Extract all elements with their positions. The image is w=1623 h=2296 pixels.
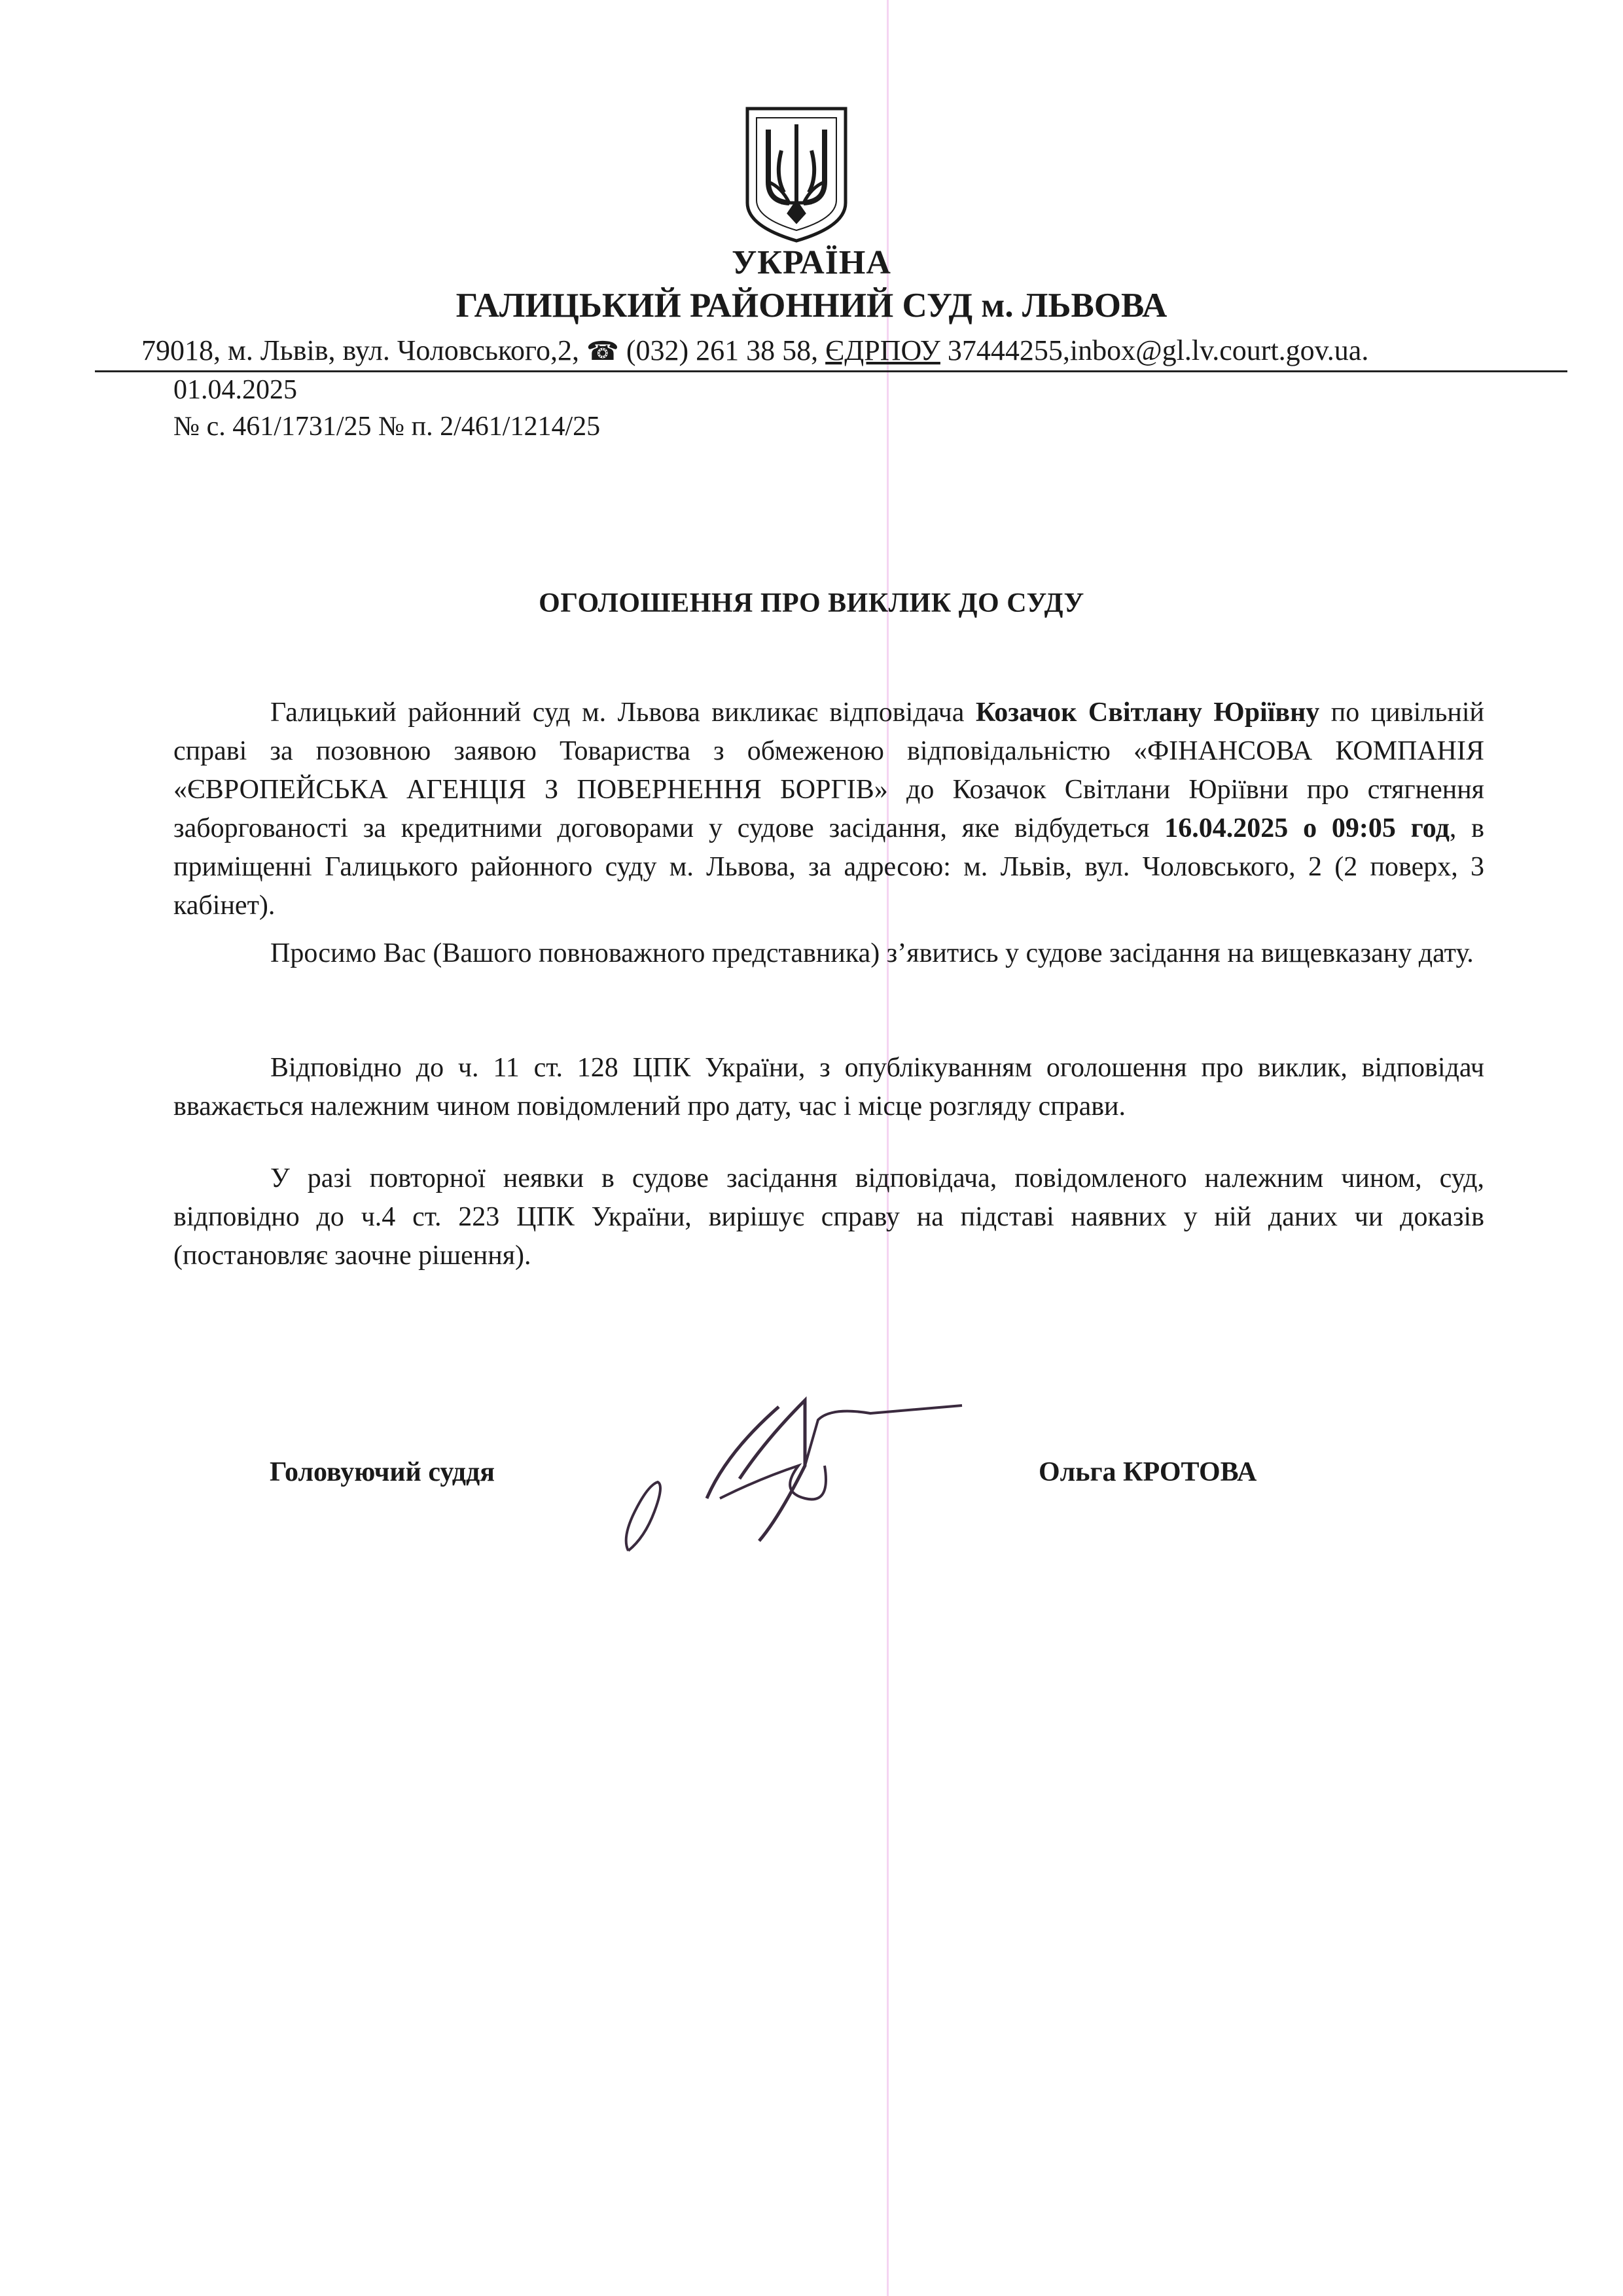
document-title: ОГОЛОШЕННЯ ПРО ВИКЛИК ДО СУДУ: [539, 588, 1084, 618]
court-name: ГАЛИЦЬКИЙ РАЙОННИЙ СУД м. ЛЬВОВА: [455, 287, 1168, 325]
handwritten-signature: [609, 1387, 975, 1570]
paragraph-summons: Галицький районний суд м. Львова викликає відповідача Козачок Світлану Юріївну по цивільній справі за позовною заявою Товариства з обмеженою відповідальністю «ФІНАНСОВА КОМПАНІЯ «ЄВРОПЕЙСЬКА АГЕНЦІЯ З ПОВЕРНЕННЯ БОРГІВ» до Козачок Світлани Юріївни про стягнення заборгованості за кредитними договорами у судове засідання, яке відбудеться 16.04.2025 о 09:05 год, в приміщенні Галицького районного суду м. Львова, за адресою: м. Львів, вул. Чоловського, 2 (2 поверх, 3 кабінет).: [173, 698, 1484, 921]
case-numbers: № с. 461/1731/25 № п. 2/461/1214/25: [173, 412, 601, 442]
edrpou-label: ЄДРПОУ: [825, 334, 940, 366]
judge-name: Ольга КРОТОВА: [1039, 1457, 1257, 1487]
telephone-icon: ☎: [586, 336, 619, 366]
court-address-line: 79018, м. Львів, вул. Чоловського,2, ☎ (032) 261 38 58, ЄДРПОУ 37444255,inbox@gl.lv.court.gov.ua.: [141, 334, 1369, 366]
paragraph-default-judgment: У разі повторної неявки в судове засідання відповідача, повідомленого належним чином, суд, відповідно до ч.4 ст. 223 ЦПК України, вирішує справу на підставі наявних у ній даних чи доказів (постановляє заочне рішення).: [173, 1163, 1484, 1271]
defendant-name: Козачок Світлану Юріївну: [975, 698, 1320, 728]
paragraph-notification: Відповідно до ч. 11 ст. 128 ЦПК України, з опублікуванням оголошення про виклик, відповідач вважається належним чином повідомлений про дату, час і місце розгляду справи.: [173, 1053, 1484, 1122]
header-divider: [95, 370, 1567, 372]
country-title: УКРАЇНА: [732, 244, 891, 281]
judge-title: Головуючий суддя: [270, 1457, 495, 1487]
phone-number: (032) 261 38 58: [626, 334, 812, 366]
hearing-datetime: 16.04.2025 о 09:05 год: [1164, 813, 1450, 843]
address-text: 79018, м. Львів, вул. Чоловського,2,: [141, 334, 580, 366]
trident-coat-of-arms-icon: [743, 105, 849, 245]
edrpou-and-email: 37444255,inbox@gl.lv.court.gov.ua.: [947, 334, 1369, 366]
document-date: 01.04.2025: [173, 375, 297, 405]
paragraph-request: Просимо Вас (Вашого повноважного представника) з’явитись у судове засідання на вищевказану дату.: [270, 938, 1474, 968]
